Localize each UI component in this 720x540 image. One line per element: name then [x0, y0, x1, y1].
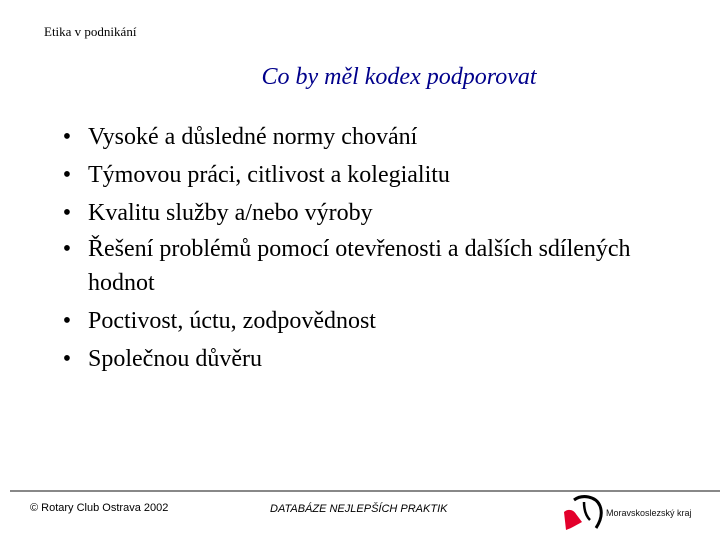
bullet-icon: •: [62, 308, 72, 334]
footer-database-label: DATABÁZE NEJLEPŠÍCH PRAKTIK: [270, 503, 448, 515]
bullet-list: [60, 118, 660, 378]
list-item: [60, 232, 660, 302]
bullet-icon: •: [62, 236, 72, 262]
footer-copyright: © Rotary Club Ostrava 2002: [30, 502, 169, 514]
list-item: [60, 340, 660, 378]
list-item-text: Společnou důvěru: [88, 346, 262, 372]
list-item-text: Poctivost, úctu, zodpovědnost: [88, 308, 376, 334]
list-item-text: Týmovou práci, citlivost a kolegialitu: [88, 162, 450, 188]
list-item: [60, 118, 660, 156]
list-item: [60, 194, 660, 232]
course-header: Etika v podnikání: [44, 24, 137, 39]
list-item-text: Kvalitu služby a/nebo výroby: [88, 200, 373, 226]
slide-title: Co by měl kodex podporovat: [261, 64, 537, 90]
bullet-icon: •: [62, 346, 72, 372]
list-item-text: Řešení problémů pomocí otevřenosti a dalších sdílených hodnot: [88, 236, 631, 296]
bullet-icon: •: [62, 200, 72, 226]
bullet-icon: •: [62, 162, 72, 188]
bullet-icon: •: [62, 124, 72, 150]
list-item-text: Vysoké a důsledné normy chování: [88, 124, 418, 150]
list-item: [60, 302, 660, 340]
region-logo-text: Moravskoslezský kraj: [606, 508, 692, 518]
list-item: [60, 156, 660, 194]
